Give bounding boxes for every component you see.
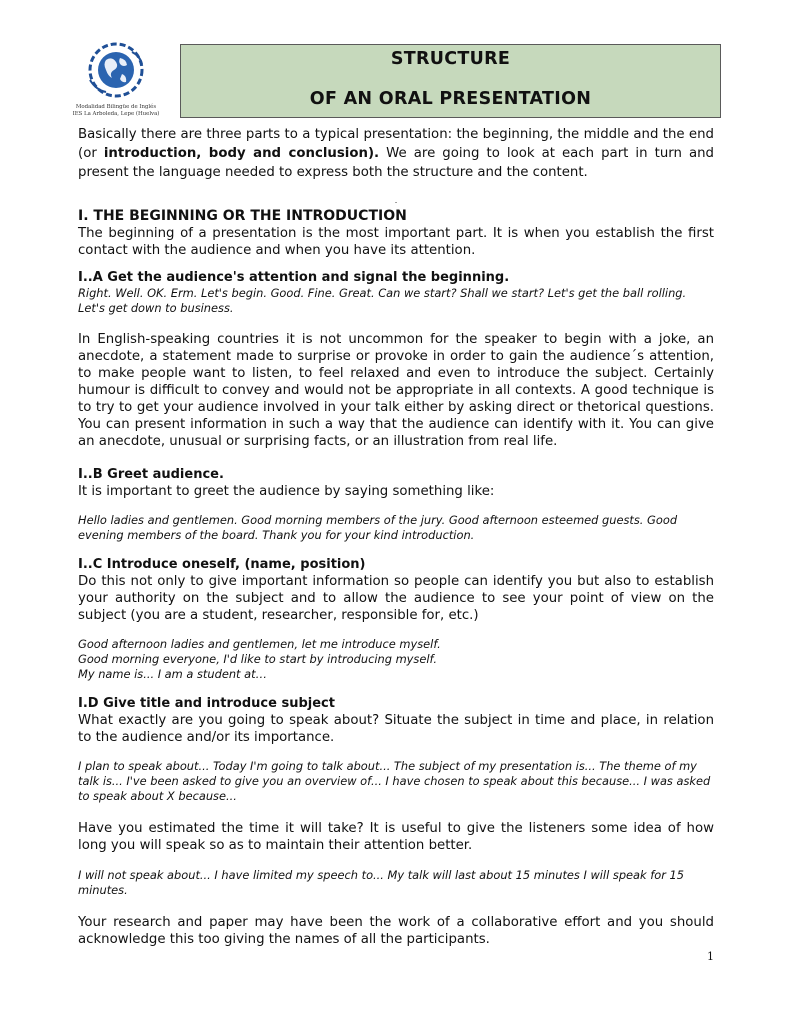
page-title-line2: OF AN ORAL PRESENTATION [309, 89, 592, 109]
intro-text-2: We are going to look at each part in turn and present the language needed to express both the structure and the content. [78, 146, 714, 180]
subheading-attention: I..A Get the audience's attention and signal the beginning. [78, 270, 510, 285]
logo-caption-line1: Modalidad Bilingüe de Inglés [75, 104, 157, 110]
separator-dot: . [394, 196, 398, 205]
title-subject-phrases: I plan to speak about... Today I'm going to talk about... The subject of my presentation is... The theme of my talk is... I've been asked to give you an overview of... I have chosen to speak about this because... I was asked to speak about X because... [78, 759, 711, 803]
introduce-phrase-1: Good afternoon ladies and gentlemen, let me introduce myself. [78, 637, 441, 651]
intro-text-1: Basically there are three parts to a typical presentation: the beginning, the middle and the end (or [78, 127, 714, 161]
intro-bold-text: introduction, body and conclusion). [103, 146, 380, 161]
introduce-paragraph: Do this not only to give important information so people can identify you but also to establish your authority on the subject and to allow the audience to see your point of view on the subject (you are a student, researcher, responsible for, etc.) [78, 574, 714, 623]
document-body [78, 125, 714, 948]
time-phrases: I will not speak about... I have limited my speech to... My talk will last about 15 minutes I will speak for 15 minutes. [78, 868, 685, 897]
section-intro-paragraph: The beginning of a presentation is the most important part. It is when you establish the first contact with the audience and when you have its attention. [78, 226, 714, 258]
time-estimate-paragraph: Have you estimated the time it will take? It is useful to give the listeners some idea of how long you will speak so as to maintain their attention better. [78, 821, 714, 853]
attention-paragraph: In English-speaking countries it is not uncommon for the speaker to begin with a joke, an anecdote, a statement made to surprise or provoke in order to gain the audience´s attention, to make people want to listen, to feel relaxed and even to introduce the subject. Certainly humour is difficult to convey and would not be appropriate in all contexts. A good technique is to try to get your audience involved in your talk either by asking direct or thetorical questions. You can present information in such a way that the audience can identify with it. You can give an anecdote, unusual or surprising facts, or an illustration from real life. [78, 332, 714, 449]
school-logo [66, 40, 166, 120]
greet-phrases: Hello ladies and gentlemen. Good morning members of the jury. Good afternoon esteemed guests. Good evening members of the board. Thank you for your kind introduction. [78, 513, 678, 542]
subheading-greet: I..B Greet audience. [78, 467, 224, 482]
introduce-phrase-3: My name is... I am a student at… [78, 667, 267, 681]
section-heading-introduction: I. THE BEGINNING OR THE INTRODUCTION [78, 208, 407, 224]
title-subject-paragraph: What exactly are you going to speak about? Situate the subject in time and place, in relation to the audience and/or its importance. [78, 713, 714, 745]
subheading-introduce-oneself: I..C Introduce oneself, (name, position) [78, 557, 366, 572]
collaboration-paragraph: Your research and paper may have been the work of a collaborative effort and you should acknowledge this too giving the names of all the participants. [78, 915, 714, 947]
attention-phrases: Right. Well. OK. Erm. Let's begin. Good. Fine. Great. Can we start? Shall we start? Let's get the ball rolling. Let's get down to business. [78, 286, 687, 315]
intro-paragraph [78, 125, 714, 182]
greet-paragraph: It is important to greet the audience by saying something like: [78, 484, 495, 499]
page-number: 1 [707, 950, 714, 963]
title-box [180, 44, 721, 118]
logo-caption-line2: IES La Arboleda, Lepe (Huelva) [72, 111, 160, 117]
subheading-title-subject: I.D Give title and introduce subject [78, 696, 335, 711]
globe-icon [78, 40, 154, 104]
page-title-line1: STRUCTURE [390, 49, 511, 69]
introduce-phrase-2: Good morning everyone, I'd like to start by introducing myself. [78, 652, 437, 666]
